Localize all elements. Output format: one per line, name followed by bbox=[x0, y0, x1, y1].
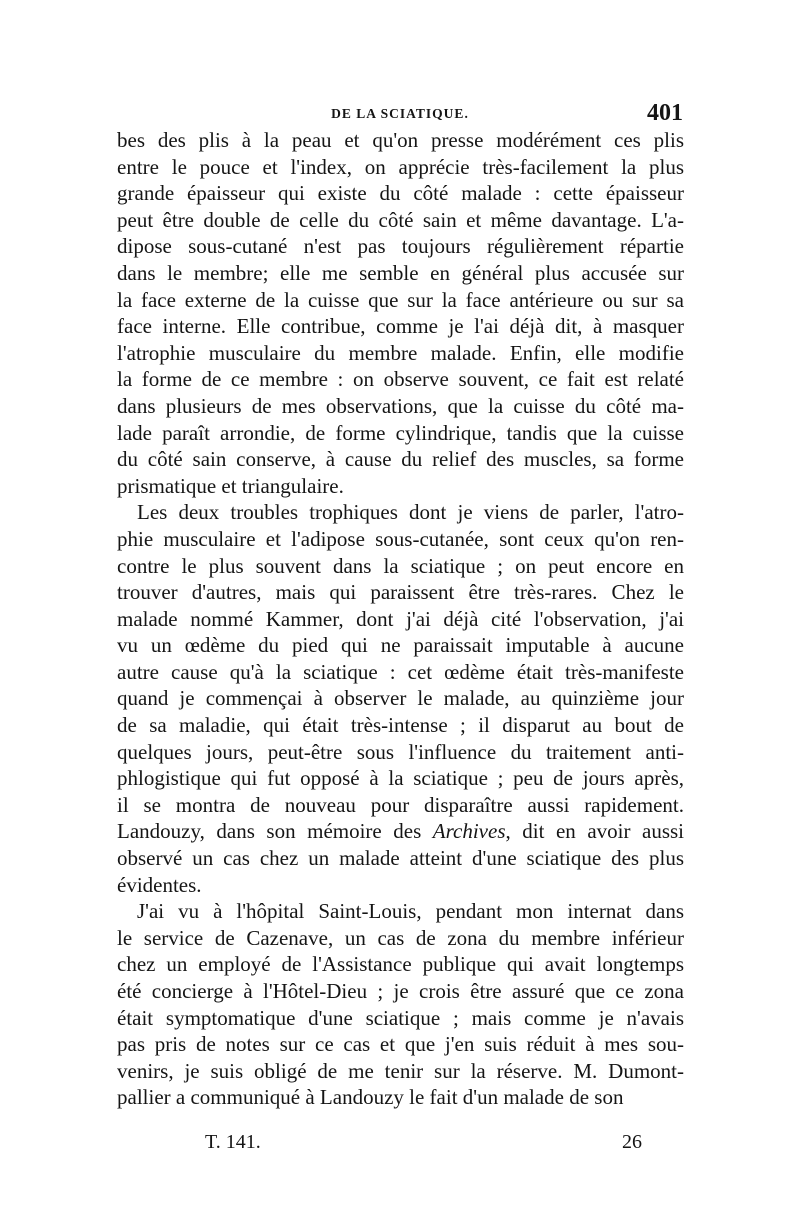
text-line: malade nommé Kammer, dont j'ai déjà cité l'observation, j'ai bbox=[117, 606, 684, 631]
paragraph bbox=[117, 898, 684, 1111]
text-line: trouver d'autres, mais qui paraissent être très-rares. Chez le bbox=[117, 580, 684, 605]
text-line: dipose sous-cutané n'est pas toujours régulièrement répartie bbox=[117, 234, 684, 259]
text-line: dans plusieurs de mes observations, que la cuisse du côté ma- bbox=[117, 393, 684, 418]
text-line: prismatique et triangulaire. bbox=[117, 473, 344, 498]
body-text bbox=[117, 127, 684, 1111]
text-line: autre cause qu'à la sciatique : cet œdème était très-manifeste bbox=[117, 659, 684, 684]
text-line: venirs, je suis obligé de me tenir sur la réserve. M. Dumont- bbox=[117, 1058, 684, 1083]
text-line: était symptomatique d'une sciatique ; mais comme je n'avais bbox=[117, 1005, 684, 1030]
sheet-signature: 26 bbox=[622, 1131, 642, 1153]
paragraph bbox=[117, 127, 684, 499]
text-line: Les deux troubles trophiques dont je viens de parler, l'atro- bbox=[137, 500, 684, 525]
text-line: J'ai vu à l'hôpital Saint-Louis, pendant mon internat dans bbox=[137, 899, 684, 924]
text-line: quelques jours, peut-être sous l'influence du traitement anti- bbox=[117, 739, 684, 764]
text-line: pas pris de notes sur ce cas et que j'en suis réduit à mes sou- bbox=[117, 1032, 684, 1057]
text-line: dans le membre; elle me semble en général plus accusée sur bbox=[117, 260, 684, 285]
text-line: quand je commençai à observer le malade, au quinzième jour bbox=[117, 686, 684, 711]
text-line: pallier a communiqué à Landouzy le fait d'un malade de son bbox=[117, 1085, 624, 1110]
text-line: il se montra de nouveau pour disparaître aussi rapidement. bbox=[117, 792, 684, 817]
text-line: le service de Cazenave, un cas de zona du membre inférieur bbox=[117, 925, 684, 950]
volume-signature: T. 141. bbox=[205, 1131, 261, 1153]
text-line: grande épaisseur qui existe du côté malade : cette épaisseur bbox=[117, 181, 684, 206]
text-line: vu un œdème du pied qui ne paraissait imputable à aucune bbox=[117, 633, 684, 658]
paragraph bbox=[117, 499, 684, 898]
page-footer bbox=[117, 1131, 684, 1159]
text-line: chez un employé de l'Assistance publique qui avait longtemps bbox=[117, 952, 684, 977]
text-line: phie musculaire et l'adipose sous-cutanée, sont ceux qu'on ren- bbox=[117, 526, 684, 551]
text-line: lade paraît arrondie, de forme cylindrique, tandis que la cuisse bbox=[117, 420, 684, 445]
text-line: été concierge à l'Hôtel-Dieu ; je crois être assuré que ce zona bbox=[117, 979, 684, 1003]
text-line: du côté sain conserve, à cause du relief des muscles, sa forme bbox=[117, 447, 684, 472]
text-line: de sa maladie, qui était très-intense ; il disparut au bout de bbox=[117, 713, 684, 738]
text-line: peut être double de celle du côté sain et même davantage. L'a- bbox=[117, 207, 684, 232]
text-line: face interne. Elle contribue, comme je l'ai déjà dit, à masquer bbox=[117, 314, 684, 339]
text-line: phlogistique qui fut opposé à la sciatique ; peu de jours après, bbox=[117, 766, 684, 791]
text-line: évidentes. bbox=[117, 872, 202, 897]
text-line: entre le pouce et l'index, on apprécie très-facilement la plus bbox=[117, 154, 684, 179]
running-title: DE LA SCIATIQUE. bbox=[331, 106, 469, 121]
text-line: Landouzy, dans son mémoire des Archives, dit en avoir aussi bbox=[117, 819, 684, 844]
text-line: bes des plis à la peau et qu'on presse modérément ces plis bbox=[117, 128, 684, 152]
text-line: observé un cas chez un malade atteint d'une sciatique des plus bbox=[117, 846, 684, 871]
text-line: la forme de ce membre : on observe souvent, ce fait est relaté bbox=[117, 367, 684, 392]
page-number: 401 bbox=[647, 100, 683, 126]
text-line: la face externe de la cuisse que sur la face antérieure ou sur sa bbox=[117, 287, 684, 312]
text-line: l'atrophie musculaire du membre malade. Enfin, elle modifie bbox=[117, 340, 684, 365]
text-line: contre le plus souvent dans la sciatique ; on peut encore en bbox=[117, 553, 684, 578]
running-head bbox=[117, 100, 683, 130]
